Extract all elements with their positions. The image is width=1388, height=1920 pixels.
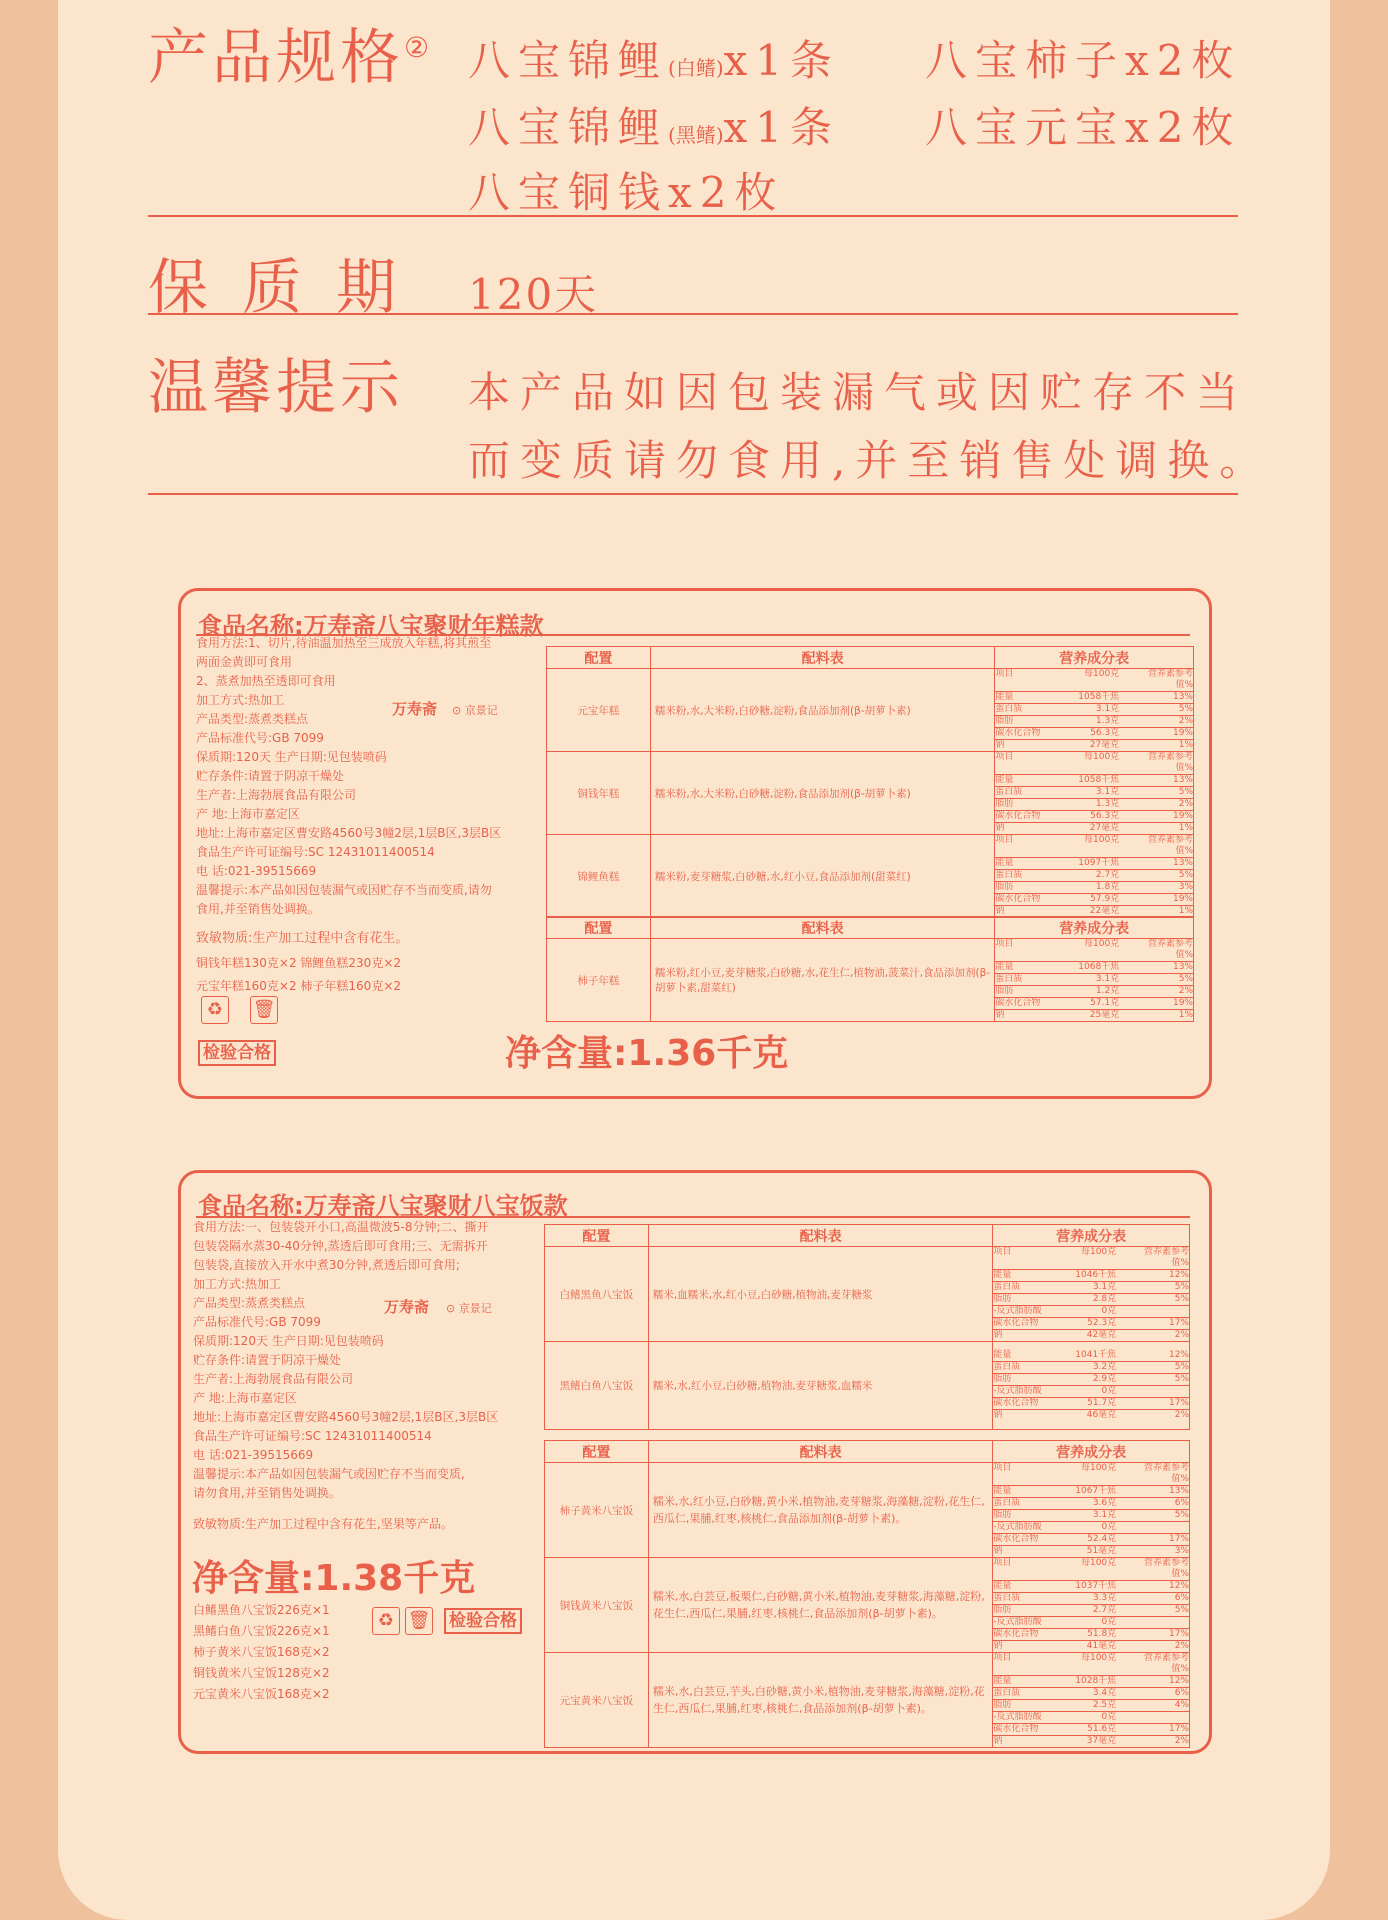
package-contents: 白鳍黑鱼八宝饭226克×1 黑鳍白鱼八宝饭226克×1 柿子黄米八宝饭168克×2 铜钱黄米八宝饭128克×2 元宝黄米八宝饭168克×2	[193, 1603, 330, 1701]
ingredient-table-2: 配置 配料表 营养成分表 柿子年糕 糯米粉,红小豆,麦芽糖浆,白砂糖,水,花生仁,植物油,菠菜汁,食品添加剂(β-胡萝卜素,甜菜红) 项目 每100克 营养素参考值% 能量 1068千焦 13% 蛋白质 3.1克 5% 脂肪 1.2克 2% 碳水化合物 57.1克 19% 钠 25毫克 1%	[546, 916, 1194, 1022]
ingredient-table-1: 配置 配料表 营养成分表 元宝年糕 糯米粉,水,大米粉,白砂糖,淀粉,食品添加剂(β-胡萝卜素) 项目 每100克 营养素参考值% 能量 1058千焦 13% 蛋白质 3.1克 5% 脂肪 1.3克 2% 碳水化合物 56.3克 19% 钠 27毫克 1% 铜钱年糕 糯米粉,水,大米粉,白砂糖,淀粉,食品添加剂(β-胡萝卜素) 项目 每100克 营养素参考值% 能量 1058千焦 13% 蛋白质 3.1克 5% 脂肪 1.3克 2% 碳水化合物 56.3克 19% 钠 27毫克 1% 锦鲤鱼糕 糯米粉,麦芽糖浆,白砂糖,水,红小豆,食品添加剂(甜菜红) 项目 每100克 营养素参考值% 能量 1097千焦 13% 蛋白质 2.7克 5% 脂肪 1.8克 3% 碳水化合物 57.9克 19% 钠 22毫克 1%	[546, 646, 1194, 918]
spec-item-1: 八宝锦鲤(白鳍)x1条	[468, 36, 841, 85]
brand-logo-wanshouzhai: 万寿斋	[392, 700, 438, 718]
box-title: 食品名称:万寿斋八宝聚财八宝饭款	[198, 1192, 568, 1220]
shelf-life-label: 保质期	[148, 253, 430, 323]
brand-logo-jingjingji: ⊙ 京景记	[446, 1302, 492, 1315]
box-title: 食品名称:万寿斋八宝聚财年糕款	[198, 612, 544, 640]
recycle-icon: ♻	[372, 1607, 400, 1635]
divider	[148, 493, 1238, 495]
shelf-life-value: 120天	[468, 270, 599, 319]
spec-item-5: 八宝元宝x2枚	[925, 103, 1242, 152]
trash-bin-icon: 🗑	[250, 996, 278, 1024]
ingredient-table-4: 配置 配料表 营养成分表 柿子黄米八宝饭 糯米,水,红小豆,白砂糖,黄小米,植物油,麦芽糖浆,海藻糖,淀粉,花生仁,西瓜仁,果脯,红枣,核桃仁,食品添加剂(β-胡萝卜素)。 项目 每100克 营养素参考值% 能量 1067千焦 13% 蛋白质 3.6克 6% 脂肪 3.1克 5% -反式脂肪酸 0克 碳水化合物 52.4克 17% 钠 51毫克 3% 铜钱黄米八宝饭 糯米,水,白芸豆,板栗仁,白砂糖,黄小米,植物油,麦芽糖浆,海藻糖,淀粉,花生仁,西瓜仁,果脯,红枣,核桃仁,食品添加剂(β-胡萝卜素)。 项目 每100克 营养素参考值% 能量 1037千焦 12% 蛋白质 3.3克 6% 脂肪 2.7克 5% -反式脂肪酸 0克 碳水化合物 51.8克 17% 钠 41毫克 2% 元宝黄米八宝饭 糯米,水,白芸豆,芋头,白砂糖,黄小米,植物油,麦芽糖浆,海藻糖,淀粉,花生仁,西瓜仁,果脯,红枣,核桃仁,食品添加剂(β-胡萝卜素)。 项目 每100克 营养素参考值% 能量 1028千焦 12% 蛋白质 3.4克 6% 脂肪 2.5克 4% -反式脂肪酸 0克 碳水化合物 51.6克 17% 钠 37毫克 2%	[544, 1440, 1190, 1748]
net-weight: 净含量:1.36千克	[505, 1033, 789, 1074]
ingredient-table-3: 配置 配料表 营养成分表 白鳍黑鱼八宝饭 糯米,血糯米,水,红小豆,白砂糖,植物油,麦芽糖浆 项目 每100克 营养素参考值% 能量 1046千焦 12% 蛋白质 3.1克 5% 脂肪 2.8克 5% -反式脂肪酸 0克 碳水化合物 52.3克 17% 钠 42毫克 2% 黑鳍白鱼八宝饭 糯米,水,红小豆,白砂糖,植物油,麦芽糖浆,血糯米 能量 1041千焦 12% 蛋白质 3.2克 5% 脂肪 2.9克 5% -反式脂肪酸 0克 碳水化合物 51.7克 17% 钠 46毫克 2%	[544, 1224, 1190, 1430]
net-weight: 净含量:1.38千克	[192, 1558, 476, 1599]
spec-item-2: 八宝锦鲤(黑鳍)x1条	[468, 103, 841, 152]
inspection-stamp: 检验合格	[444, 1608, 522, 1634]
tips-line-1: 本产品如因包装漏气或因贮存不当	[468, 368, 1249, 417]
divider	[148, 215, 1238, 217]
spec-item-3: 八宝铜钱x2枚	[468, 168, 785, 217]
spec-label: 产品规格②	[148, 23, 434, 93]
product-info: 食用方法:1、切片,待油温加热至三成放入年糕,将其煎至 两面金黄即可食用 2、蒸煮加热至透即可食用 加工方式:热加工 产品类型:蒸煮类糕点 产品标准代号:GB 7099 保质期:120天 生产日期:见包装喷码 贮存条件:请置于阴凉干燥处 生产者:上海勃展食品有限公司 产 地:上海市嘉定区 地址:上海市嘉定区曹安路4560号3幢2层,1层B区,3层B区 食品生产许可证编号:SC 12431011400514 电 话:021-39515669 温馨提示:本产品如因包装漏气或因贮存不当而变质,请勿 食用,并至销售处调换。 致敏物质:生产加工过程中含有花生。 铜钱年糕130克×2 锦鲤鱼糕230克×2 元宝年糕160克×2 柿子年糕160克×2	[196, 636, 502, 993]
product-info: 食用方法:一、包装袋开小口,高温微波5-8分钟;二、撕开 包装袋隔水蒸30-40分钟,蒸透后即可食用;三、无需拆开 包装袋,直接放入开水中煮30分钟,煮透后即可食用; 加工方式:热加工 产品类型:蒸煮类糕点 产品标准代号:GB 7099 保质期:120天 生产日期:见包装喷码 贮存条件:请置于阴凉干燥处 生产者:上海勃展食品有限公司 产 地:上海市嘉定区 地址:上海市嘉定区曹安路4560号3幢2层,1层B区,3层B区 食品生产许可证编号:SC 12431011400514 电 话:021-39515669 温馨提示:本产品如因包装漏气或因贮存不当而变质, 请勿食用,并至销售处调换。 致敏物质:生产加工过程中含有花生,坚果等产品。	[193, 1220, 499, 1531]
divider	[148, 313, 1238, 315]
tips-label: 温馨提示	[148, 353, 404, 423]
recycle-icon: ♻	[201, 996, 229, 1024]
brand-logo-wanshouzhai: 万寿斋	[384, 1298, 430, 1316]
spec-item-4: 八宝柿子x2枚	[925, 36, 1242, 85]
trash-bin-icon: 🗑	[405, 1607, 433, 1635]
inspection-stamp: 检验合格	[198, 1040, 276, 1066]
brand-logo-jingjingji: ⊙ 京景记	[452, 704, 498, 717]
tips-line-2: 而变质请勿食用,并至销售处调换。	[468, 436, 1272, 485]
